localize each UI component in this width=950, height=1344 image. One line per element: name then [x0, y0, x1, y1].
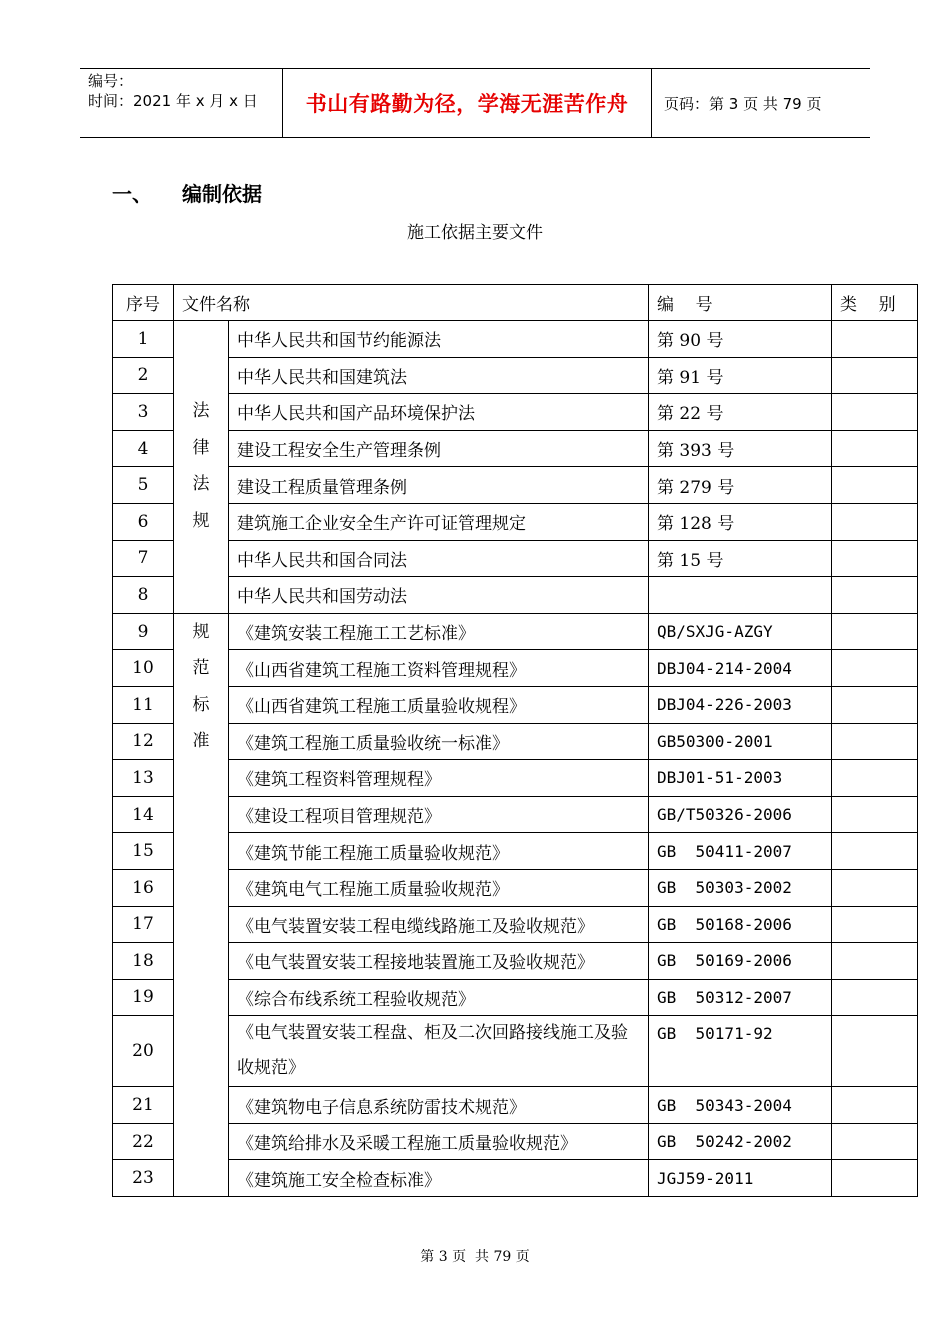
table-row	[113, 833, 918, 870]
row-document-type	[832, 394, 918, 431]
row-seq: 5	[113, 467, 174, 504]
row-document-code: GB 50312-2007	[649, 979, 832, 1016]
page-header	[80, 68, 870, 138]
row-document-type	[832, 650, 918, 687]
table-row	[113, 613, 918, 650]
row-document-type	[832, 1123, 918, 1160]
table-row	[113, 321, 918, 358]
table-header-row	[113, 285, 918, 321]
documents-table	[112, 284, 918, 1197]
table-row	[113, 796, 918, 833]
row-document-type	[832, 357, 918, 394]
header-page-label: 页码：第 3 页 共 79 页	[664, 94, 822, 113]
table-row	[113, 979, 918, 1016]
row-document-name: 《电气装置安装工程接地装置施工及验收规范》	[229, 943, 649, 980]
row-seq: 23	[113, 1160, 174, 1197]
row-document-type	[832, 979, 918, 1016]
header-meta	[80, 69, 282, 137]
table-row	[113, 650, 918, 687]
col-header-code: 编 号	[649, 285, 832, 321]
row-document-name: 中华人民共和国产品环境保护法	[229, 394, 649, 431]
row-document-code: GB 50303-2002	[649, 869, 832, 906]
row-seq: 8	[113, 577, 174, 614]
category-char: 律	[192, 437, 210, 458]
category-char: 法	[192, 474, 210, 494]
table-row	[113, 357, 918, 394]
row-seq: 18	[113, 943, 174, 980]
row-document-type	[832, 1087, 918, 1124]
row-seq: 12	[113, 723, 174, 760]
row-document-name: 中华人民共和国合同法	[229, 540, 649, 577]
row-document-type	[832, 686, 918, 723]
table-row	[113, 1016, 918, 1087]
row-seq: 1	[113, 321, 174, 358]
row-document-code: JGJ59-2011	[649, 1160, 832, 1197]
row-document-code: QB/SXJG-AZGY	[649, 613, 832, 650]
row-document-code: 第 90 号	[649, 321, 832, 358]
row-seq: 13	[113, 760, 174, 797]
row-seq: 19	[113, 979, 174, 1016]
col-header-type: 类 别	[832, 285, 918, 321]
row-seq: 16	[113, 869, 174, 906]
row-document-code: 第 15 号	[649, 540, 832, 577]
row-document-type	[832, 503, 918, 540]
row-document-type	[832, 577, 918, 614]
row-document-name: 《山西省建筑工程施工资料管理规程》	[229, 650, 649, 687]
header-motto: 书山有路勤为径，学海无涯苦作舟	[305, 92, 629, 116]
row-document-code: GB 50242-2002	[649, 1123, 832, 1160]
row-document-name: 《山西省建筑工程施工质量验收规程》	[229, 686, 649, 723]
row-seq: 15	[113, 833, 174, 870]
row-seq: 17	[113, 906, 174, 943]
row-seq: 2	[113, 357, 174, 394]
row-seq: 9	[113, 613, 174, 650]
row-document-type	[832, 1016, 918, 1087]
row-document-type	[832, 869, 918, 906]
table-row	[113, 540, 918, 577]
row-document-type	[832, 430, 918, 467]
row-document-type	[832, 943, 918, 980]
table-row	[113, 1123, 918, 1160]
row-document-name: 《建筑节能工程施工质量验收规范》	[229, 833, 649, 870]
row-document-type	[832, 467, 918, 504]
table-row	[113, 394, 918, 431]
table-row	[113, 577, 918, 614]
row-seq: 21	[113, 1087, 174, 1124]
category-standards	[174, 613, 229, 1196]
row-document-code: 第 393 号	[649, 430, 832, 467]
table-row	[113, 1160, 918, 1197]
row-document-code: GB50300-2001	[649, 723, 832, 760]
document-time-label: 时间：2021 年 x 月 x 日	[88, 92, 258, 110]
row-document-code: DBJ01-51-2003	[649, 760, 832, 797]
row-document-code: 第 128 号	[649, 503, 832, 540]
row-document-name: 《综合布线系统工程验收规范》	[229, 979, 649, 1016]
row-seq: 3	[113, 394, 174, 431]
category-char: 范	[192, 658, 210, 679]
table-row	[113, 430, 918, 467]
row-document-code: GB 50343-2004	[649, 1087, 832, 1124]
row-document-name: 建设工程安全生产管理条例	[229, 430, 649, 467]
section-title: 编制依据	[182, 182, 262, 206]
row-document-name: 《建筑施工安全检查标准》	[229, 1160, 649, 1197]
table-row	[113, 503, 918, 540]
row-seq: 20	[113, 1016, 174, 1087]
row-document-name: 建筑施工企业安全生产许可证管理规定	[229, 503, 649, 540]
row-document-code	[649, 577, 832, 614]
row-seq: 14	[113, 796, 174, 833]
row-document-name: 中华人民共和国建筑法	[229, 357, 649, 394]
row-document-name: 《建筑给排水及采暖工程施工质量验收规范》	[229, 1123, 649, 1160]
row-document-code: GB 50169-2006	[649, 943, 832, 980]
section-number: 一、	[112, 182, 152, 206]
category-char: 法	[192, 401, 210, 421]
table-row	[113, 1087, 918, 1124]
row-document-code: DBJ04-226-2003	[649, 686, 832, 723]
row-document-type	[832, 540, 918, 577]
table-row	[113, 467, 918, 504]
col-header-seq: 序号	[113, 285, 174, 321]
row-document-name: 建设工程质量管理条例	[229, 467, 649, 504]
row-document-name: 中华人民共和国劳动法	[229, 577, 649, 614]
row-document-name: 《电气装置安装工程盘、柜及二次回路接线施工及验收规范》	[229, 1016, 649, 1087]
table-row	[113, 869, 918, 906]
row-document-code: GB 50411-2007	[649, 833, 832, 870]
row-document-code: 第 22 号	[649, 394, 832, 431]
table-row	[113, 686, 918, 723]
category-char: 准	[192, 731, 210, 752]
category-char: 标	[192, 694, 210, 715]
row-seq: 22	[113, 1123, 174, 1160]
row-document-name: 《建筑电气工程施工质量验收规范》	[229, 869, 649, 906]
row-document-type	[832, 321, 918, 358]
row-document-type	[832, 613, 918, 650]
row-document-type	[832, 833, 918, 870]
category-legal	[174, 321, 229, 614]
row-document-name: 《建筑工程施工质量验收统一标准》	[229, 723, 649, 760]
header-motto-cell	[282, 69, 652, 137]
row-document-name: 《建筑物电子信息系统防雷技术规范》	[229, 1087, 649, 1124]
row-document-type	[832, 906, 918, 943]
table-row	[113, 723, 918, 760]
row-document-name: 《建设工程项目管理规范》	[229, 796, 649, 833]
row-document-code: DBJ04-214-2004	[649, 650, 832, 687]
section-heading	[112, 178, 262, 207]
row-document-code: 第 91 号	[649, 357, 832, 394]
row-document-type	[832, 723, 918, 760]
row-document-type	[832, 1160, 918, 1197]
row-document-name: 《电气装置安装工程电缆线路施工及验收规范》	[229, 906, 649, 943]
row-document-name: 《建筑工程资料管理规程》	[229, 760, 649, 797]
row-document-code: 第 279 号	[649, 467, 832, 504]
row-document-code: GB 50171-92	[649, 1016, 832, 1087]
row-seq: 11	[113, 686, 174, 723]
col-header-name: 文件名称	[174, 285, 649, 321]
row-seq: 4	[113, 430, 174, 467]
row-document-type	[832, 796, 918, 833]
row-seq: 7	[113, 540, 174, 577]
row-document-code: GB/T50326-2006	[649, 796, 832, 833]
category-char: 规	[192, 621, 210, 642]
document-number-label: 编号：	[88, 72, 134, 90]
row-seq: 6	[113, 503, 174, 540]
table-row	[113, 760, 918, 797]
row-document-name: 《建筑安装工程施工工艺标准》	[229, 613, 649, 650]
table-caption: 施工依据主要文件	[407, 223, 543, 243]
row-document-type	[832, 760, 918, 797]
row-document-name: 中华人民共和国节约能源法	[229, 321, 649, 358]
table-row	[113, 943, 918, 980]
row-seq: 10	[113, 650, 174, 687]
page-footer: 第 3 页 共 79 页	[420, 1249, 530, 1265]
row-document-code: GB 50168-2006	[649, 906, 832, 943]
category-char: 规	[192, 510, 210, 531]
table-row	[113, 906, 918, 943]
